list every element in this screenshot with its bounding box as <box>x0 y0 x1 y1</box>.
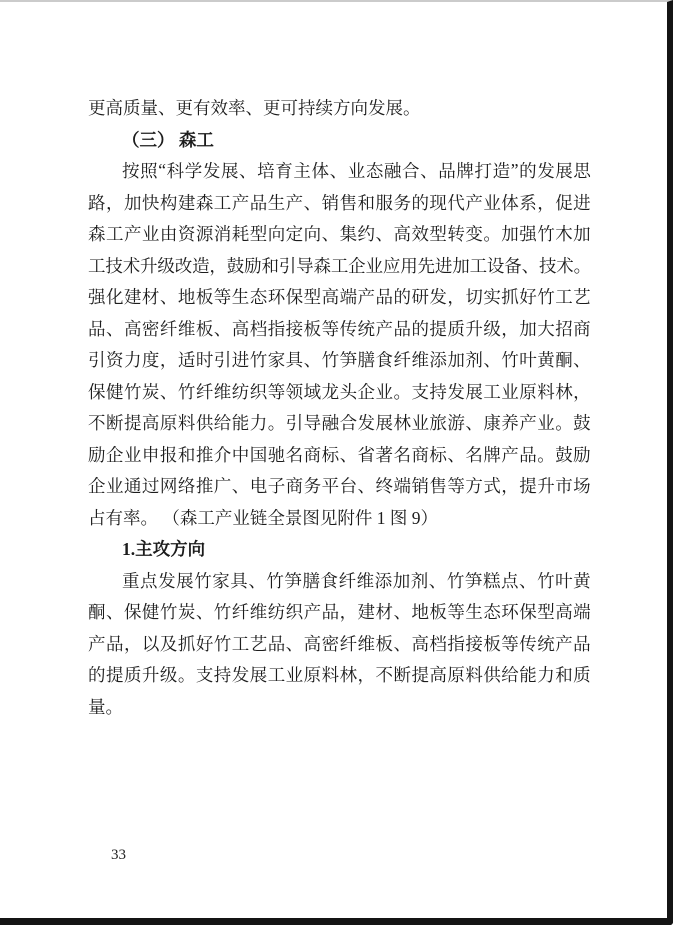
text-line: 引 资 力 度 ， 适 时 引 进 竹 家 具 、 竹 笋 膳 食 纤 维 添 加 剂 、 竹 叶 黄 酮 、 <box>88 350 591 371</box>
section-heading: （三） 森工 <box>122 129 214 150</box>
text-line: 保 健 竹 炭 、 竹 纤 维 纺 织 等 领 域 龙 头 企 业 。 支 持 发 展 工 业 原 料 林 ， <box>88 381 591 402</box>
text-line: 重 点 发 展 竹 家 具 、 竹 笋 膳 食 纤 维 添 加 剂 、 竹 笋 糕 点 、 竹 叶 黄 <box>122 570 591 591</box>
text-line: 工 技 术 升 级 改 造 ， 鼓 励 和 引 导 森 工 企 业 应 用 先 进 加 工 设 备 、 技 术 。 <box>88 255 592 276</box>
text-line: 不 断 提 高 原 料 供 给 能 力 。 引 导 融 合 发 展 林 业 旅 游 、 康 养 产 业 。 鼓 <box>88 413 591 434</box>
text-line: 励 企 业 申 报 和 推 介 中 国 驰 名 商 标 、 省 著 名 商 标 、 名 牌 产 品 。 鼓 励 <box>88 444 591 465</box>
text-line: 的 提 质 升 级 。 支 持 发 展 工 业 原 料 林 ， 不 断 提 高 原 料 供 给 能 力 和 质 <box>88 665 591 686</box>
page-number: 33 <box>111 847 126 863</box>
text-line: 企 业 通 过 网 络 推 广 、 电 子 商 务 平 台 、 终 端 销 售 等 方 式 ， 提 升 市 场 <box>88 476 591 497</box>
text-line: 产 品 ， 以 及 抓 好 竹 工 艺 品 、 高 密 纤 维 板 、 高 档 指 接 板 等 传 统 产 品 <box>88 633 591 654</box>
text-line: 量。 <box>88 696 123 717</box>
text-line: 占有率。 （森工产业链全景图见附件 1 图 9） <box>88 507 438 528</box>
document-text <box>88 92 591 722</box>
text-line: 强 化 建 材 、 地 板 等 生 态 环 保 型 高 端 产 品 的 研 发 ， 切 实 抓 好 竹 工 艺 <box>88 287 591 308</box>
text-line: 路 ， 加 快 构 建 森 工 产 品 生 产 、 销 售 和 服 务 的 现 代 产 业 体 系 ， 促 进 <box>88 192 591 213</box>
text-line: 按 照 “ 科 学 发 展 、 培 育 主 体 、 业 态 融 合 、 品 牌 打 造 ” 的 发 展 思 <box>122 160 591 182</box>
text-line: 更高质量、更有效率、更可持续方向发展。 <box>88 98 421 119</box>
text-line: 酮 、 保 健 竹 炭 、 竹 纤 维 纺 织 产 品 ， 建 材 、 地 板 等 生 态 环 保 型 高 端 <box>88 602 591 623</box>
text-line: 品 、 高 密 纤 维 板 、 高 档 指 接 板 等 传 统 产 品 的 提 质 升 级 ， 加 大 招 商 <box>88 318 591 339</box>
text-line: 森 工 产 业 由 资 源 消 耗 型 向 定 向 、 集 约 、 高 效 型 转 变 。 加 强 竹 木 加 <box>88 224 591 245</box>
section-heading: 1.主攻方向 <box>122 539 206 560</box>
